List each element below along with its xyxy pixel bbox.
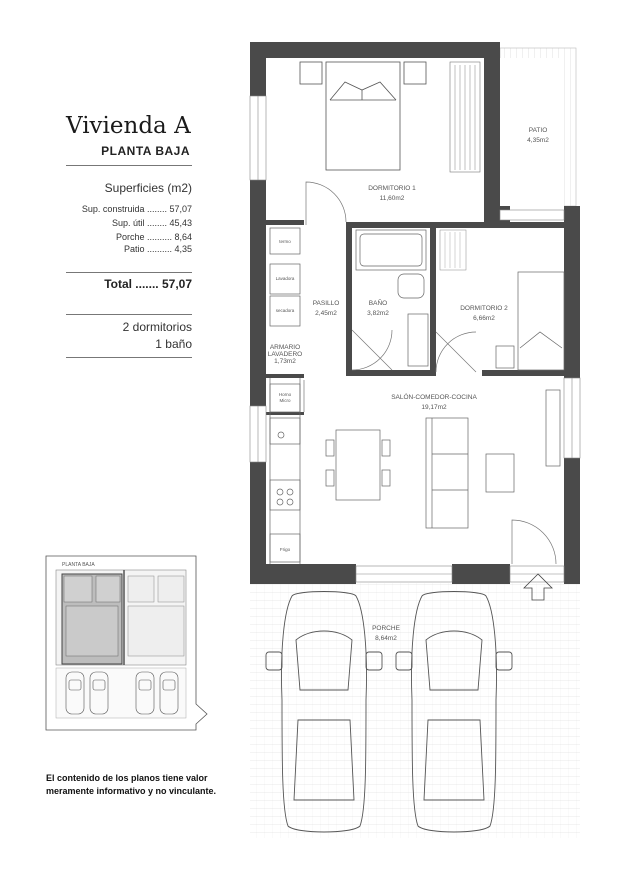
surface-row-construida: Sup. construida ........ 57,07: [81, 204, 192, 214]
disclaimer-line-2: meramente informativo y no vinculante.: [46, 786, 217, 796]
room-pasillo-area: 2,45m2: [315, 310, 337, 317]
room-dorm1-name: DORMITORIO 1: [368, 185, 416, 192]
key-map: [46, 556, 207, 730]
disclaimer-line-1: El contenido de los planos tiene valor: [46, 773, 208, 783]
fixture-micro: Micro: [279, 398, 291, 403]
room-armario-name-2: LAVADERO: [267, 351, 303, 358]
surface-row-util: Sup. útil ........ 45,43: [111, 218, 192, 228]
surface-row-porche: Porche .......... 8,64: [115, 232, 192, 242]
page-title: Vivienda A: [66, 113, 191, 139]
fixture-horno: Horno: [278, 392, 292, 397]
room-bano-name: BAÑO: [368, 300, 388, 307]
room-salon-area: 19,17m2: [421, 404, 447, 411]
fixture-termo: termo: [279, 239, 291, 244]
room-porche-area: 8,64m2: [375, 635, 397, 642]
fixture-lavadora: Lavadora: [275, 276, 295, 281]
room-armario-area: 1,73m2: [274, 358, 296, 365]
room-salon-name: SALÓN-COMEDOR-COCINA: [391, 394, 477, 401]
room-dorm2-name: DORMITORIO 2: [460, 305, 508, 312]
fixture-frigo: Frigo: [279, 547, 291, 552]
bathrooms-count: 1 baño: [155, 337, 192, 351]
surface-total: Total ....... 57,07: [104, 277, 192, 291]
bedrooms-count: 2 dormitorios: [122, 320, 192, 334]
room-pasillo-name: PASILLO: [312, 300, 340, 307]
room-dorm2-area: 6,66m2: [473, 315, 495, 322]
room-patio-area: 4,35m2: [527, 137, 549, 144]
room-armario-name-1: ARMARIO: [269, 344, 301, 351]
surfaces-heading: Superficies (m2): [104, 181, 192, 195]
room-porche-name: PORCHE: [372, 625, 400, 632]
floor-subtitle: PLANTA BAJA: [101, 144, 190, 158]
surface-row-patio: Patio .......... 4,35: [123, 244, 192, 254]
key-map-label: PLANTA BAJA: [62, 562, 95, 568]
fixture-secadora: secadora: [275, 308, 295, 313]
room-dorm1-area: 11,60m2: [379, 195, 405, 202]
room-bano-area: 3,82m2: [367, 310, 389, 317]
room-patio-name: PATIO: [528, 127, 548, 134]
